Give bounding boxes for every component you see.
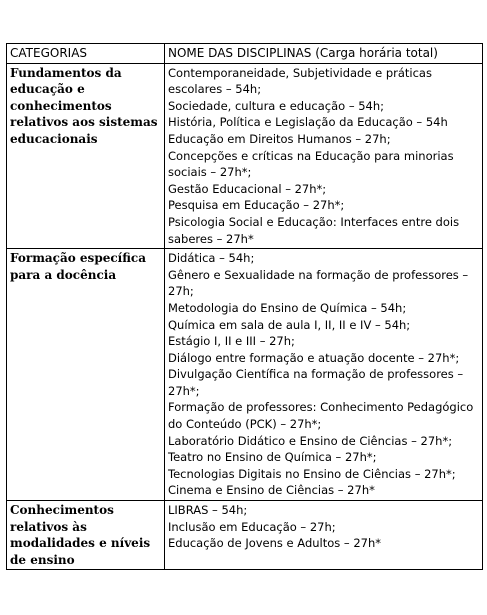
discipline-item: Química em sala de aula I, II, II e IV – 54h; bbox=[168, 317, 411, 332]
table-row bbox=[7, 501, 483, 570]
category-name: Conhecimentos relativos às modalidades e níveis de ensino bbox=[10, 503, 151, 567]
category-cell bbox=[7, 501, 165, 570]
discipline-item: Pesquisa em Educação – 27h*; bbox=[168, 198, 345, 213]
disciplines-cell bbox=[165, 63, 483, 249]
discipline-item: Educação de Jovens e Adultos – 27h* bbox=[168, 536, 382, 551]
discipline-item: Estágio I, II e III – 27h; bbox=[168, 334, 295, 349]
discipline-item: Inclusão em Educação – 27h; bbox=[168, 519, 336, 534]
table-row bbox=[7, 63, 483, 249]
discipline-item: Gênero e Sexualidade na formação de professores – 27h; bbox=[168, 267, 469, 299]
discipline-item: Gestão Educacional – 27h*; bbox=[168, 181, 327, 196]
discipline-item: Psicologia Social e Educação: Interfaces entre dois saberes – 27h* bbox=[168, 214, 460, 246]
disciplines-table bbox=[6, 43, 483, 570]
disciplines-cell bbox=[165, 249, 483, 501]
discipline-item: Laboratório Didático e Ensino de Ciências – 27h*; Teatro no Ensino de Química – 27h*; bbox=[168, 433, 453, 465]
category-cell bbox=[7, 63, 165, 249]
category-name: Fundamentos da educação e conhecimentos relativos aos sistemas educacionais bbox=[10, 65, 158, 146]
header-disciplines bbox=[165, 44, 483, 64]
disciplines-cell bbox=[165, 501, 483, 570]
discipline-item: Formação de professores: Conhecimento Pedagógico do Conteúdo (PCK) – 27h*; bbox=[168, 400, 474, 432]
category-name: Formação específica para a docência bbox=[10, 251, 147, 282]
discipline-item: Contemporaneidade, Subjetividade e práticas escolares – 54h; bbox=[168, 65, 432, 97]
table-row bbox=[7, 249, 483, 501]
discipline-item: Sociedade, cultura e educação – 54h; bbox=[168, 98, 385, 113]
header-categories-label: CATEGORIAS bbox=[10, 46, 88, 60]
discipline-item: Diálogo entre formação e atuação docente – 27h*; bbox=[168, 350, 460, 365]
category-cell bbox=[7, 249, 165, 501]
discipline-item: LIBRAS – 54h; bbox=[168, 503, 248, 518]
discipline-item: Metodologia do Ensino de Química – 54h; bbox=[168, 300, 407, 315]
discipline-item: Concepções e críticas na Educação para minorias sociais – 27h*; bbox=[168, 148, 454, 180]
discipline-item: História, Política e Legislação da Educação – 54h Educação em Direitos Humanos – 27h; bbox=[168, 115, 448, 146]
discipline-item: Tecnologias Digitais no Ensino de Ciências – 27h*; Cinema e Ensino de Ciências – 27h* bbox=[168, 466, 456, 498]
header-categories bbox=[7, 44, 165, 64]
discipline-item: Divulgação Científica na formação de professores – 27h*; bbox=[168, 367, 464, 398]
table-header-row bbox=[7, 44, 483, 64]
discipline-item: Didática – 54h; bbox=[168, 251, 255, 266]
header-disciplines-label: NOME DAS DISCIPLINAS (Carga horária total) bbox=[168, 46, 438, 60]
